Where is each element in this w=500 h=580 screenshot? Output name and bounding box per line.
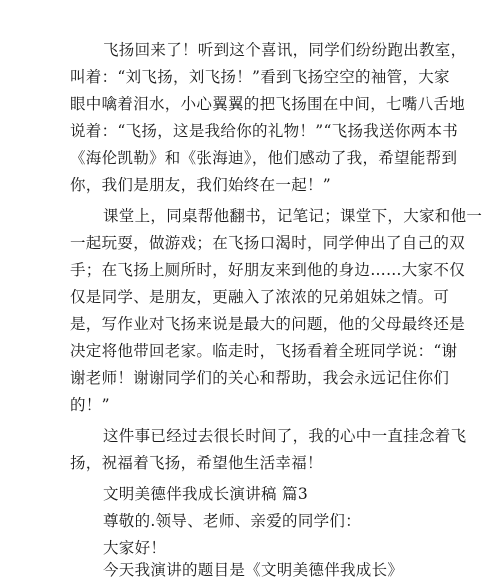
paragraph-line: 是，写作业对飞扬来说是最大的问题，他的父母最终还是 xyxy=(70,315,466,333)
paragraph-line: 尊敬的.领导、老师、亲爱的同学们： xyxy=(103,512,362,530)
paragraph-line: 这件事已经过去很长时间了，我的心中一直挂念着飞 xyxy=(103,427,467,445)
paragraph-line: 叫着：“刘飞扬，刘飞扬！”看到飞扬空空的袖管，大家 xyxy=(70,68,450,86)
paragraph-line: 仅是同学、是朋友，更融入了浓浓的兄弟姐妹之情。可 xyxy=(70,288,450,306)
paragraph-line: 大家好！ xyxy=(103,539,167,557)
paragraph-line: 决定将他带回老家。临走时，飞扬看着全班同学说：“谢 xyxy=(70,342,458,360)
paragraph-line: 飞扬回来了！听到这个喜讯，同学们纷纷跑出教室， xyxy=(103,41,467,59)
paragraph-line: 谢老师！谢谢同学们的关心和帮助，我会永远记住你们 xyxy=(70,369,450,387)
paragraph-line: 一起玩耍，做游戏；在飞扬口渴时，同学伸出了自己的双 xyxy=(70,234,466,252)
paragraph-line: 扬，祝福着飞扬，希望他生活幸福！ xyxy=(70,454,323,472)
paragraph-line: 眼中噙着泪水，小心翼翼的把飞扬围在中间，七嘴八舌地 xyxy=(70,95,466,113)
paragraph-line: 你，我们是朋友，我们始终在一起！” xyxy=(70,176,332,194)
paragraph-line: 的！” xyxy=(70,396,110,414)
paragraph-line: 手；在飞扬上厕所时，好朋友来到他的身边……大家不仅 xyxy=(70,261,466,279)
paragraph-line: 课堂上，同桌帮他翻书，记笔记；课堂下，大家和他一 xyxy=(103,207,483,225)
paragraph-line: 说着：“飞扬，这是我给你的礼物！”“飞扬我送你两本书 xyxy=(70,122,459,140)
section-heading: 文明美德伴我成长演讲稿 篇3 xyxy=(103,485,308,503)
paragraph-line: 今天我演讲的题目是《文明美德伴我成长》 xyxy=(103,561,404,579)
paragraph-line: 《海伦凯勒》和《张海迪》，他们感动了我，希望能帮到 xyxy=(70,149,458,167)
